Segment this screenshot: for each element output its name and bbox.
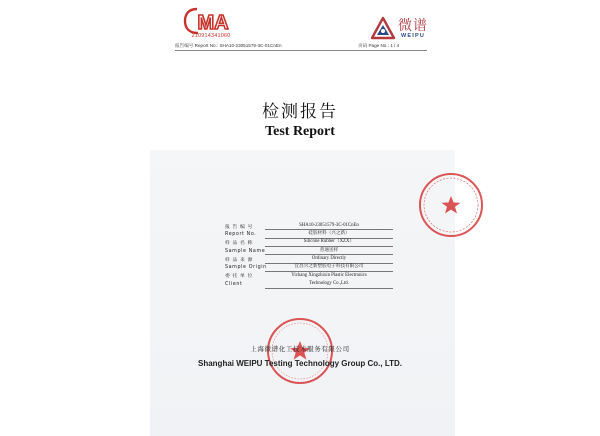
info-row-value: Ordinary Directly (265, 255, 393, 264)
info-row-label: 样 品 名 称 (225, 241, 253, 247)
weipu-logo-en: WEIPU (401, 33, 426, 39)
company-name-chinese: 上海微谱化工技术服务有限公司 (250, 345, 350, 353)
weipu-logo-cn: 微谱 (398, 18, 428, 34)
info-row-value: 宜昌兴之新塑胶电子科技有限公司 (265, 263, 393, 272)
info-row-label: Report No. (225, 231, 257, 237)
info-row (225, 222, 393, 230)
info-row-value: Yichang Xingzhixin Plastic Electronics (291, 273, 367, 279)
ma-code: 210914341060 (191, 33, 231, 39)
ma-logo-text: MA (197, 12, 229, 34)
header-divider (175, 50, 427, 51)
info-row-value: Technology Co.,Ltd. (265, 280, 393, 289)
page-number-value: 1 / 4 (390, 43, 400, 48)
info-row (225, 239, 393, 247)
info-row-label: 报 告 编 号 (225, 224, 253, 230)
info-row-value: Silicone Rubber（XZX） (265, 238, 393, 247)
title-english: Test Report (265, 124, 335, 139)
page-number-label: 页码 Page No.: (358, 43, 389, 48)
cma-logo (183, 6, 237, 36)
seal-stamp-right (416, 170, 486, 240)
weipu-logo-icon (370, 16, 396, 42)
info-row-label: Client (225, 281, 243, 287)
company-name-english: Shanghai WEIPU Testing Technology Group Co., LTD. (198, 359, 402, 368)
info-row (225, 280, 393, 288)
report-number-line (175, 43, 282, 49)
info-row (225, 230, 393, 238)
page-number-line (358, 43, 399, 49)
info-row (225, 247, 393, 255)
report-number-label: 报告编号 Report No.: (175, 43, 219, 48)
report-number-value: SHA10-23051579-3C-01CnEn (219, 43, 282, 48)
info-row-label: 样 品 来 源 (225, 257, 253, 263)
info-row-value: SHA10-23051579-3C-01CnEn (265, 222, 393, 231)
info-row-value: 硅胶材料（兴之新） (265, 230, 393, 239)
sample-info-table (225, 222, 393, 288)
info-row (225, 263, 393, 271)
info-row-label: Sample Origin (225, 265, 267, 271)
info-row-label: 委 托 单 位 (225, 274, 253, 280)
info-row-label: Sample Name (225, 248, 266, 254)
info-row (225, 272, 393, 280)
background-shade (150, 150, 455, 436)
info-row (225, 255, 393, 263)
title-chinese: 检测报告 (262, 102, 338, 122)
info-row-value: 普通送样 (265, 247, 393, 256)
